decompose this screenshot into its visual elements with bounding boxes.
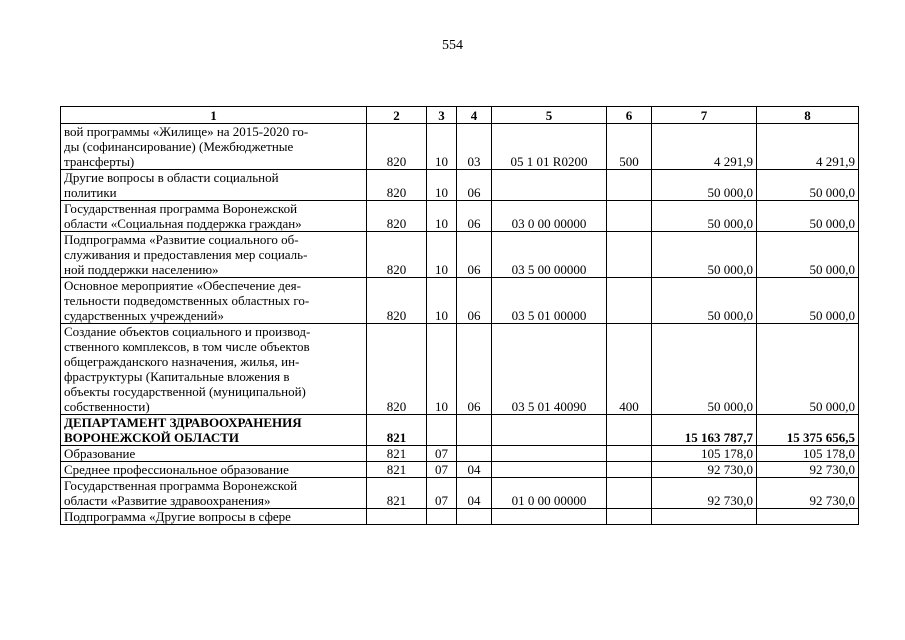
cell-target-article: [492, 446, 607, 462]
cell-amount-2020: 4 291,9: [652, 124, 757, 170]
header-col-2: 2: [367, 107, 427, 124]
cell-expense-type: [607, 232, 652, 278]
cell-section: 07: [427, 446, 457, 462]
cell-target-article: 01 0 00 00000: [492, 478, 607, 509]
cell-subsection: [457, 509, 492, 525]
header-col-6: 6: [607, 107, 652, 124]
cell-section: 07: [427, 462, 457, 478]
cell-expense-type: [607, 509, 652, 525]
cell-amount-2020: 92 730,0: [652, 462, 757, 478]
table-row: [61, 278, 859, 324]
cell-ministry-code: [367, 509, 427, 525]
cell-expense-type: [607, 478, 652, 509]
cell-ministry-code: 820: [367, 278, 427, 324]
cell-name: вой программы «Жилище» на 2015-2020 го- ды (софинансирование) (Межбюджетные трансферты): [61, 124, 367, 170]
header-col-4: 4: [457, 107, 492, 124]
header-col-7: 7: [652, 107, 757, 124]
cell-subsection: 06: [457, 278, 492, 324]
cell-section: 10: [427, 170, 457, 201]
cell-amount-2020: 50 000,0: [652, 324, 757, 415]
cell-name: Государственная программа Воронежской области «Социальная поддержка граждан»: [61, 201, 367, 232]
cell-name: Государственная программа Воронежской области «Развитие здравоохранения»: [61, 478, 367, 509]
table-row: [61, 415, 859, 446]
cell-amount-2020: 50 000,0: [652, 170, 757, 201]
cell-amount-2021: 50 000,0: [757, 201, 859, 232]
page-number: 554: [442, 38, 463, 53]
cell-name: Создание объектов социального и производ- ственного комплексов, в том числе объектов общегражданского назначения, жилья, ин- фраструктуры (Капитальные вложения в объекты государственной (муниципальной) собственности): [61, 324, 367, 415]
cell-ministry-code: 820: [367, 170, 427, 201]
table-header-row: [61, 107, 859, 124]
cell-ministry-code: 821: [367, 462, 427, 478]
table-row: [61, 478, 859, 509]
cell-section: 10: [427, 278, 457, 324]
cell-section: 07: [427, 478, 457, 509]
cell-target-article: 03 5 00 00000: [492, 232, 607, 278]
cell-target-article: 03 5 01 40090: [492, 324, 607, 415]
table-row: [61, 170, 859, 201]
table-row: [61, 462, 859, 478]
cell-section: 10: [427, 232, 457, 278]
cell-subsection: 06: [457, 201, 492, 232]
cell-subsection: 06: [457, 324, 492, 415]
cell-subsection: 06: [457, 170, 492, 201]
cell-amount-2020: 50 000,0: [652, 278, 757, 324]
cell-section: [427, 509, 457, 525]
cell-name: Подпрограмма «Другие вопросы в сфере: [61, 509, 367, 525]
table-body: [61, 124, 859, 525]
cell-target-article: [492, 415, 607, 446]
cell-expense-type: 500: [607, 124, 652, 170]
cell-name: ДЕПАРТАМЕНТ ЗДРАВООХРАНЕНИЯ ВОРОНЕЖСКОЙ ОБЛАСТИ: [61, 415, 367, 446]
cell-subsection: [457, 415, 492, 446]
cell-expense-type: [607, 462, 652, 478]
header-col-1: 1: [61, 107, 367, 124]
cell-ministry-code: 821: [367, 446, 427, 462]
table-row: [61, 124, 859, 170]
cell-ministry-code: 821: [367, 415, 427, 446]
table-row: [61, 509, 859, 525]
cell-expense-type: [607, 170, 652, 201]
cell-amount-2021: 50 000,0: [757, 278, 859, 324]
header-col-8: 8: [757, 107, 859, 124]
cell-target-article: 05 1 01 R0200: [492, 124, 607, 170]
cell-target-article: [492, 462, 607, 478]
table-row: [61, 324, 859, 415]
cell-subsection: 04: [457, 478, 492, 509]
cell-name: Среднее профессиональное образование: [61, 462, 367, 478]
cell-amount-2020: 50 000,0: [652, 232, 757, 278]
cell-section: [427, 415, 457, 446]
cell-amount-2021: 50 000,0: [757, 232, 859, 278]
cell-name: Другие вопросы в области социальной политики: [61, 170, 367, 201]
table-row: [61, 201, 859, 232]
cell-ministry-code: 820: [367, 124, 427, 170]
cell-amount-2021: 92 730,0: [757, 478, 859, 509]
cell-ministry-code: 821: [367, 478, 427, 509]
cell-section: 10: [427, 124, 457, 170]
cell-amount-2020: 50 000,0: [652, 201, 757, 232]
cell-subsection: 06: [457, 232, 492, 278]
cell-subsection: 03: [457, 124, 492, 170]
cell-amount-2020: [652, 509, 757, 525]
budget-table: [60, 106, 859, 525]
cell-name: Подпрограмма «Развитие социального об- служивания и предоставления мер социаль- ной поддержки населению»: [61, 232, 367, 278]
cell-amount-2021: 50 000,0: [757, 170, 859, 201]
cell-name: Образование: [61, 446, 367, 462]
cell-expense-type: [607, 201, 652, 232]
cell-subsection: [457, 446, 492, 462]
cell-section: 10: [427, 324, 457, 415]
header-col-3: 3: [427, 107, 457, 124]
cell-amount-2020: 15 163 787,7: [652, 415, 757, 446]
cell-section: 10: [427, 201, 457, 232]
cell-amount-2021: 105 178,0: [757, 446, 859, 462]
cell-amount-2020: 105 178,0: [652, 446, 757, 462]
cell-subsection: 04: [457, 462, 492, 478]
cell-target-article: [492, 170, 607, 201]
cell-expense-type: [607, 278, 652, 324]
cell-amount-2021: 92 730,0: [757, 462, 859, 478]
table-row: [61, 446, 859, 462]
cell-expense-type: [607, 446, 652, 462]
cell-amount-2021: 15 375 656,5: [757, 415, 859, 446]
cell-expense-type: 400: [607, 324, 652, 415]
cell-name: Основное мероприятие «Обеспечение дея- тельности подведомственных областных го- сударственных учреждений»: [61, 278, 367, 324]
cell-target-article: [492, 509, 607, 525]
cell-expense-type: [607, 415, 652, 446]
cell-amount-2021: 50 000,0: [757, 324, 859, 415]
table-row: [61, 232, 859, 278]
cell-amount-2021: 4 291,9: [757, 124, 859, 170]
cell-amount-2020: 92 730,0: [652, 478, 757, 509]
cell-ministry-code: 820: [367, 201, 427, 232]
cell-target-article: 03 0 00 00000: [492, 201, 607, 232]
cell-amount-2021: [757, 509, 859, 525]
header-col-5: 5: [492, 107, 607, 124]
cell-ministry-code: 820: [367, 324, 427, 415]
cell-ministry-code: 820: [367, 232, 427, 278]
cell-target-article: 03 5 01 00000: [492, 278, 607, 324]
